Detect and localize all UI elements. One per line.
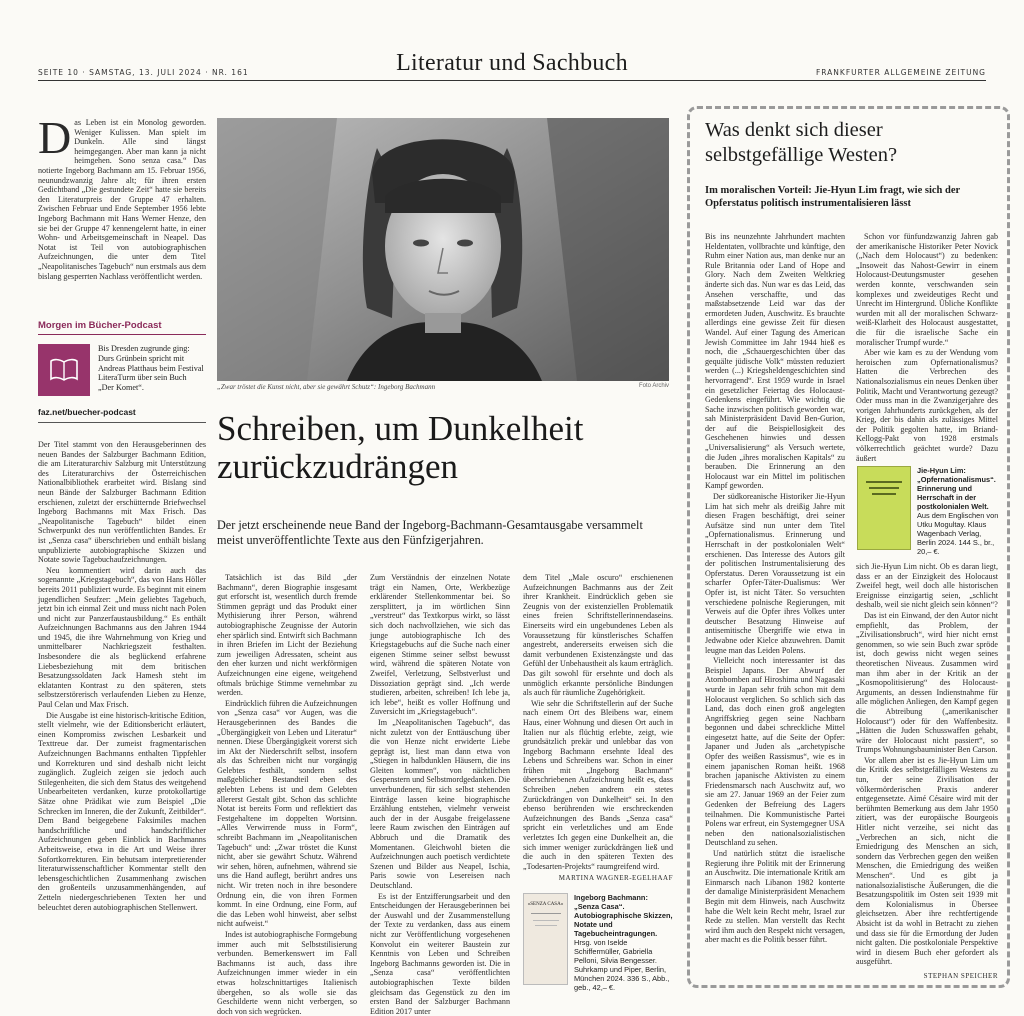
paragraph: Aber wie kam es zu der Wendung vom heroischen zum Opfernationalismus? Hatten die Verbrechen des Nationalsozialismus ein neues Denken über Politik, Macht und Verantwortung gezeugt? Oder muss man in die Zwanzigerjahre des vorigen Jahrhunderts zurückgehen, als der Krieg, der bis dahin als zulässiges Mittel der Politik gegolten hatte, im Briand-Kellogg-Pakt von 1928 erstmals völkerrechtlich geächtet wurde? Dazu äußert [856, 348, 998, 463]
paragraph: Eindrücklich führen die Aufzeichnungen von „Senza casa“ vor Augen, was die Herausgeberinnen des Bandes die „Übergängigkeit von Leben und Literatur“ nennen. Diese Übergängigkeit vorerst sich im Akt der Niederschrift selbst, insofern als das Schreiben nicht nur vorgängig Gelebtes festhält, sondern selbst maßgeblicher Bestandteil eben des gelebten Lebens ist und dem Gelebten allererst Gestalt gibt. Schon das schlichte Notat ist bereits Form und reflektiert das Festgehaltene im doppelten Wortsinn. „Alles Verwirrende muss in Form“, schreibt Bachmann im „Neapolitanischen Tagebuch“ und: „Zwar tröstet die Kunst nicht, aber sie gewährt Schutz. Während wir sehen, hören, aufnehmen, während sie uns die Hand auflegt, berührt andres uns nicht. Wir treten noch in ihre besondere Ordnung ein, die von ihren Formen kommt. In eine Ordnung, eine Form, auf die das Leben wohl hinweist, aber selbst nicht aufweist.“ [217, 698, 357, 929]
dropcap: D [38, 112, 72, 163]
sidebar-column-2-bottom [856, 562, 998, 972]
cover-divider [531, 913, 561, 914]
header-rule [38, 80, 986, 81]
photo-caption: „Zwar tröstet die Kunst nicht, aber sie gewährt Schutz“: Ingeborg Bachmann [217, 383, 436, 391]
podcast-book-icon [38, 344, 90, 396]
podcast-text: Bis Dresden zugrunde ging: Durs Grünbein spricht mit Andreas Platthaus beim Festival LiteraTurm über sein Buch „Der Komet“. [98, 344, 204, 393]
portrait-image [217, 118, 669, 381]
article-column-1 [38, 440, 206, 985]
paragraph: Bis ins neunzehnte Jahrhundert machten Heldentaten, vollbrachte und künftige, den Ruhm einer Nation aus, man denke nur an Rule Britannia oder Land of Hope and Glory. Nach dem Zweiten Weltkrieg änderte sich das. Nun war es das Leid, das Ansehen verschaffte, und das maßstabsetzende Leid war das der ermordeten Juden, Auschwitz. Es brauchte allerdings eine gewisse Zeit für diesen Wandel. Auf einer Tagung des American Jewish Committee im Jahr 1944 hieß es noch, die „Schauergeschichten über das gequälte jüdische Volk“ müssten reduziert werden (...) Kriegsheldengeschichten sind hervorragend“. Erst 1959 wurde in Israel ein gesetzlicher Feiertag des Holocaust-Gedenkens eingeführt. Wie wichtig die Sache inzwischen politisch geworden war, sah Ministerpräsident David Ben-Gurion, der auf die Beispiellosigkeit des Geschehenen hinwies und dessen „Universalisierung“ als Versuch wertete, die Juden „ihres moralischen Kapitals“ zu berauben. Die Erinnerung an den Holocaust war ein Mittel im politischen Kampf geworden. [705, 232, 845, 491]
sidebar-column-1 [705, 232, 845, 984]
article-headline: Schreiben, um Dunkelheit zurückzudrängen [217, 409, 584, 486]
paragraph: sich Jie-Hyun Lim nicht. Ob es daran liegt, dass er an der Einzigkeit des Holocaust Zweifel hegt, weil doch alle historischen Ereignisse einzigartig seien, „schlicht deshalb, weil sie nicht gleich sein können“? [856, 562, 998, 610]
article-column-4 [523, 573, 673, 873]
sidebar-headline: Was denkt sich dieser selbstgefällige Westen? [705, 119, 898, 166]
book-icon [49, 358, 79, 382]
book-cover-senza-casa [523, 893, 568, 985]
paragraph: Vielleicht noch interessanter ist das Beispiel Japans. Der Abwurf der Atombomben auf Hiroshima und Nagasaki wurde in Japan sehr früh schon mit dem Holocaust verglichen. So schlich sich das Land, das doch einen groß angelegten Angriffskrieg gegen seine Nachbarn begonnen und dabei schreckliche Mittel eingesetzt hatte, auf die Seite der Opfer: Japaner und Juden als „archetypische Opfer des weißen Rassismus“, wie es in einem japanischen Roman heißt. 1968 brachen japanische Aktivisten zu einem Friedensmarsch nach Auschwitz auf, wo sie am 27. Januar 1969 an der Feier zum Gedenken der Befreiung des Lagers teilnahmen. Die Kommunistische Partei Polens war erfreut, ein Systemgegner USA neben den nationalsozialistischen Deutschland zu sehen. [705, 656, 845, 848]
book-cover-title: »SENZA CASA« [527, 902, 564, 907]
sidebar-signature: STEPHAN SPEICHER [923, 972, 998, 980]
book-info-opfernationalismus [917, 466, 1001, 556]
paragraph: Und natürlich stützt die israelische Regierung ihre Politik mit der Erinnerung an Auschwitz. Die internationale Kritik am Einmarsch nach Libanon 1982 konterte der damalige Ministerpräsident Menachem Begin mit dem Hinweis, nach Auschwitz habe die Welt kein Recht mehr, Israel zur Rede zu stellen. Man verstellt das Recht wird ihm auch den Respekt nicht versagen, aber macht es die Politik besser führt. [705, 849, 845, 945]
podcast-heading: Morgen im Bücher-Podcast [38, 320, 206, 335]
paragraph: Indes ist autobiographische Formgebung immer auch mit Selbststilisierung verbunden. Bemerkenswert im Fall Bachmanns ist auch, dass ihre Aufzeichnungen immer wieder in ein etwas holzschnittartiges Italienisch übergehen, so als wolle sie das Geschilderte wenn nicht verbergen, so doch von sich wegrücken. [217, 929, 357, 1016]
page-info: SEITE 10 · SAMSTAG, 13. JULI 2024 · NR. 161 [38, 68, 249, 77]
paragraph: Vor allem aber ist es Jie-Hyun Lim um die Kritik des selbstgefälligen Westens zu tun, der seine Zivilisation der völkermörderischen Praxis anderer entgegensetzte. Aimé Césaire wird mit der berühmten Bemerkung aus dem Jahr 1950 zitiert, was der europäische Bourgeois Hitler nicht verzeihe, sei nicht das „Verbrechen an sich, nicht die Erniedrigung des Menschen an sich, sondern das Verbrechen gegen den weißen Menschen, die Erniedrigung des weißen Menschen“. Und es gibt ja nationalsozialistische Äußerungen, die die Besatzungspolitik im Osten seit 1939 mit dem Kolonialismus in Übersee gleichsetzen. Aber ihre rechtfertigende Absicht ist da wohl in Betracht zu ziehen und dass sie für die Ermordung der Juden nicht galten. Die postkoloniale Perspektive wird in diesem Buch eher gefordert als ausgeführt. [856, 755, 998, 967]
paragraph: Die Ausgabe ist eine historisch-kritische Edition, stellt vielmehr, wie der Editionsbericht erläutert, einen Kompromiss zwischen Lesbarkeit und Texttreue dar. Der zumeist fragmentarischen Aufzeichnungen Bachmanns enthalten Tippfehler und Korrekturen und sind deshalb nicht leicht zugänglich. Zugleich zeigen sie jedoch auch Stilegenheiten, die sich dem Status des weitgehend Unbearbeiteten verdanken, kurze protokollartige Sätze ohne Prädikat wie zum Beispiel „Die Schrecken im Inneren, die der Zukunft, Zeitbilder“. Dem Band beigegebene Faksimiles machen handschriftliche und handschriftlicher Aufzeichnungen geben Einblick in Bachmanns Arbeitsweise, etwa in die Art und Weise ihrer Sofortkorrekturen. Ein behutsam interpretierender literaturwissenschaftlicher Kommentar stellt den lebensgeschichtlichen Zusammenhang zwischen den großenteils unzusammenhängenden, auf Zetteln niedergeschriebenen Texten her und beleuchtet deren autobiographischen Stellenwert. [38, 710, 206, 912]
article-signature: MARTINA WAGNER-EGELHAAF [558, 874, 673, 882]
paragraph: Es ist der Entzifferungsarbeit und den Entscheidungen der Herausgeberinnen bei der Auswahl und der Zusammenstellung der Texte zu verdanken, dass aus einem nicht zur Veröffentlichung vorgesehenen Konvolut ein weiterer Baustein zur Kenntnis von Leben und Schreiben Ingeborg Bachmanns geworden ist. Die in „Senza casa“ veröffentlichten autobiographischen Texte bilden gleichsam das Gegenstück zu den im ersten Band der Salzburger Bachmann Edition 2017 unter [370, 891, 510, 1016]
podcast-link[interactable]: faz.net/buecher-podcast [38, 407, 206, 423]
book-info-senza-casa [574, 893, 674, 992]
sidebar-column-2-top [856, 232, 998, 463]
paragraph: Schon vor fünfundzwanzig Jahren gab der amerikanische Historiker Peter Novick („Nach dem Holocaust“) zu bedenken: „Insoweit das Nahost-Gewirr in einem Holocaust-Deutungsmuster gesehen werden konnte, verschwanden sein komplexes und zweideutiges Recht und Unrecht im Hintergrund. Übliche Konflikte wurden mit all der moralischen Schwarz-weiß-Klarheit des Holocaust ausgestattet, die für die israelische Sache ein moralischer Trumpf wurde.“ [856, 232, 998, 347]
paragraph: Tatsächlich ist das Bild „der Bachmann“, deren Biographie insgesamt gut erforscht ist, wesentlich durch fremde Stimmen geprägt und das Produkt einer Mythisierung ihrer Person, während autobiographische Zeugnisse der Autorin eher spärlich sind. Entwirft sich Bachmann in ihren Briefen im Licht der Beziehung zum jeweiligen Adressaten, scheint aus den eher kurzen und nicht werkförmigen Aufzeichnungen eine eigene, weitgehend oftmals brüchige Stimme vernehmbar zu werden. [217, 573, 357, 698]
cover-line [866, 481, 902, 483]
paragraph: Der südkoreanische Historiker Jie-Hyun Lim hat sich mehr als dreißig Jahre mit diesen Fragen beschäftigt, drei seiner Aufsätze sind nun unter dem Titel „Opfernationalismus. Erinnerung und Herrschaft in der postkolonialen Welt“ erschienen. Das Interesse des Autors gilt der politischen Instrumentalisierung des Opferstatus. Deren Voraussetzung ist ein scharfer Opfer-Täter-Dualismus: Wer Opfer ist, ist nicht Täter. So versuchten verschiedene polnische Regierungen, mit Verweis auf die Opfer ihres Volkes unter deutscher Besatzung Hinweise auf antisemitische Übergriffe wie etwa in Jedwabne oder Kielce abzuwehren. Damit leugne man das Leiden Polens. [705, 492, 845, 655]
article-column-2 [217, 573, 357, 1016]
author-photo [217, 118, 669, 381]
paragraph: Der Titel stammt von den Herausgeberinnen des neuen Bandes der Salzburger Bachmann Edition, die am Literaturarchiv Salzburg mit Unterstützung des Literaturarchivs der Österreichischen Nationalbibliothek erarbeitet wird. Bislang sind neun Bände der Salzburger Bachmann Edition erschienen, zuletzt der erschütternde Briefwechsel Ingeborg Bachmanns mit Max Frisch. Das „Neapolitanische Tagebuch“ bildet einen Schwerpunkt des nun veröffentlichten Bandes. Er ist „Senza casa“ überschrieben und enthält bislang unpublizierte autobiographische Skizzen und Notate sowie Tagebuchaufzeichnungen. [38, 440, 206, 565]
book-title: Ingeborg Bachmann: „Senza Casa“. Autobiographische Skizzen, Notate und Tagebucheintragungen. [574, 893, 673, 938]
book-title: Jie-Hyun Lim: „Opfernationalismus“. Erinnerung und Herrschaft in der postkolonialen Welt. [917, 466, 996, 511]
cover-divider [533, 920, 559, 921]
paragraph: Zum Verständnis der einzelnen Notate trägt ein Namen, Orte, Werkbezüge erklärender Stellenkommentar bei. So zersplittert, ja im wörtlichen Sinn „verstreut“ das Textkorpus wirkt, so lässt sich doch nachvollziehen, wie sich das junge autobiographische Ich des Kriegstagebuchs auf die Suche nach einer eigenen Stimme seiner selbst bewusst wird, während die späteren Notate von Zweifel, Verletzung, Selbstverlust und Dissoziation geprägt sind. „Ich werde studieren, arbeiten, schreiben! Ich lebe ja, ich lebe“, heißt es voller Hoffnung und Zuversicht im „Kriegstagebuch“. [370, 573, 510, 717]
paragraph: Wie sehr die Schriftstellerin auf der Suche nach einem Ort des Bleibens war, einem Haus, einer Wohnung und diesen Ort auch in Italien nur als flüchtig erlebte, zeigt, wie grundsätzlich prekär und unlebbar das von Ingeborg Bachmann ersehnte Ideal des Lebens und Schreibens war. Schon in einer frühen mit „Ingeborg Bachmann“ überschriebenen Aufzeichnung heißt es, dass Schreiben „neben andrem ein stetes Zurückdrängen von Dunkelheit“ sei. In den ebenso berührenden wie erschreckenden Aufzeichnungen des Bands „Senza casa“ spricht ein verletzliches und am Ende verletztes Ich gegen eine Dunkelheit an, die sich immer weniger zurückdrängen ließ und die auch in den späteren Texten des „Todesarten-Projekts“ raumgreifend wird. [523, 698, 673, 871]
newspaper-name: FRANKFURTER ALLGEMEINE ZEITUNG [815, 68, 986, 77]
sidebar-deck: Im moralischen Vorteil: Jie-Hyun Lim fragt, wie sich der Opferstatus politisch instrumentalisieren lässt [705, 185, 960, 209]
paragraph: dem Titel „Male oscuro“ erschienenen Aufzeichnungen Bachmanns aus der Zeit ihrer Krankheit. Eindrücklich geben sie Zeugnis von der existenziellen Problematik eines freien Schriftstellerinnendaseins. Einerseits wird ein ungebundenes Leben als Voraussetzung für künstlerisches Schaffen angestrebt, andererseits erweisen sich die damit verbundenen Existenzängste und das Gefühl der Unbehaustheit als kaum erträglich. Das gilt sowohl für ersehnte und doch als unmöglich erkannte persönliche Bindungen als auch für räumliche Zugehörigkeit. [523, 573, 673, 698]
paragraph: Im „Neapolitanischen Tagebuch“, das nicht zuletzt von der Enttäuschung über die von Henze nicht erwiderte Liebe geprägt ist, liest man dann etwa von „Stiegen in halbdunklen Häusern, die ins Gleiten kommen“, von nächtlichen Gespenstern und Selbstmordgedanken. Die unverbundenen, für sich selbst stehenden Einträge lassen keine biographische Erzählung entstehen, vielmehr verweist auch der in der Ausgabe freigelassene leere Raum zwischen den Einträgen auf Abbruch und die Dramatik des Momentanen. Gleichwohl bieten die Aufzeichnungen auch poetisch verdichtete Szenen und Bilder aus Neapel, Ischia, Paris sowie von Lesereisen nach Deutschland. [370, 717, 510, 890]
intro-column [38, 112, 206, 314]
section-title: Literatur und Sachbuch [396, 50, 628, 76]
intro-text: as Leben ist ein Monolog geworden. Weniger Kulissen. Man spielt im Dunkeln. Alle sind längst heimgegangen. Aber man kann ja nicht heimgehen. Sono senza casa.“ Das notierte Ingeborg Bachmann am 15. Februar 1956, neunundzwanzig Jahre alt; für ihren ersten Gedichtband „Die gestundete Zeit“ hatte sie bereits den Literaturpreis der Gruppe 47 erhalten. Zwischen Februar und Ende September 1956 lebte Ingeborg Bachmann mit Hans Werner Henze, den sie bei der Gruppe 47 kennengelernt hatte, in einer Wohn- und Arbeitsgemeinschaft in Neapel. Das Notat ist Teil von autobiographischen Aufzeichnungen, die unter dem Titel „Neapolitanisches Tagebuch“ nun erstmals aus dem bislang gesperrten Nachlass veröffentlicht werden. [38, 118, 206, 281]
article-deck: Der jetzt erscheinende neue Band der Ingeborg-Bachmann-Gesamtausgabe versammelt meist unveröffentlichte Texte aus den Fünfzigerjahren. [217, 518, 643, 547]
paragraph: Neu kommentiert wird darin auch das sogenannte „Kriegstagebuch“, das von Hans Höller bereits 2011 publiziert wurde. Es beginnt mit einem jugendlichen Seufzer: „Mein geliebtes Tagebuch, jetzt bin ich einmal Zeit und muss nicht nach Polen und nicht zur Panzerfaustausbildung.“ Es enthält Aufzeichnungen Bachmanns aus den Jahren 1944 und 1945, die ihre Wahrnehmung von Krieg und unmittelbarer Nachkriegszeit festhalten. Insbesondere die als beglückend erfahrene Liebesbeziehung mit dem britischen Besatzungssoldaten Jack Hamesh steht im eklatanten Kontrast zu den späteren, stets selbstzerstörerisch verlaufenden Lieben zu Henze, Paul Celan und Max Frisch. [38, 565, 206, 710]
cover-line [869, 487, 899, 489]
cover-divider [535, 925, 557, 926]
paragraph: Das ist ein Einwand, der den Autor nicht empfiehlt, das Problem, der „Zivilisationsbruch“, wird hier nicht ernst genommen, so wie sein Buch zwar spröde ist, doch gewiss nicht wegen seines theoretischen Niveaus. Zusammen wird man ihm aber in der Kritik an der „Kosmopolitisierung“ des Holocaust-Arguments, an dessen Indienstnahme für alle möglichen Anliegen, den Kampf gegen die Abtreibung („amerikanischer Holocaust“) oder für den Waffenbesitz. „Hätten die Juden Schusswaffen gehabt, wäre der Holocaust nicht passiert“, so Trumps Wohnungsbauminister Ben Carson. [856, 610, 998, 755]
cover-line [872, 493, 896, 495]
book-details: Aus dem Englischen von Utku Mogultay. Klaus Wagenbach Verlag, Berlin 2024. 144 S., br., 20,– €. [917, 511, 999, 556]
book-cover-opfernationalismus [857, 466, 911, 550]
photo-credit: Foto Archiv [638, 383, 669, 389]
book-details: Hrsg. von Iselde Schiffermüller, Gabriella Pelloni, Silvia Bengesser. Suhrkamp und Piper, Berlin, München 2024. 336 S., Abb., geb., 42,– €. [574, 938, 670, 992]
article-column-3 [370, 573, 510, 1016]
